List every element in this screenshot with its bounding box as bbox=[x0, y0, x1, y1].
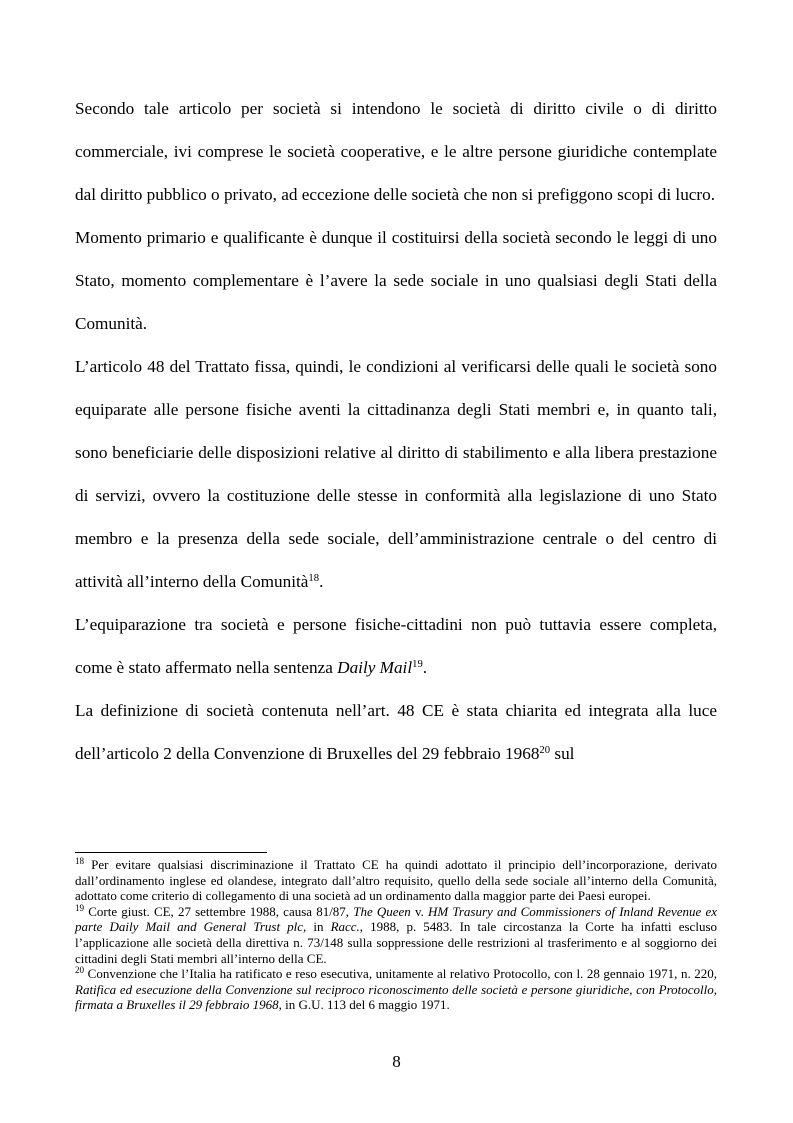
footnote-20-text-b: , in G.U. 113 del 6 maggio 1971. bbox=[278, 997, 450, 1013]
main-body-text bbox=[75, 87, 717, 775]
footnote-19-text-d: , 1988, p. 5483. In tale circostanza la Corte ha infatti escluso l’applicazione alle società della direttiva n. 73/148 sulla soppressione delle restrizioni al trasferimento e al soggiorno dei cittadini degli Stati membri all’interno della CE. bbox=[75, 919, 717, 966]
footnote-19 bbox=[75, 904, 717, 966]
footnote-20-number: 20 bbox=[75, 965, 85, 976]
page-number: 8 bbox=[392, 1052, 401, 1071]
paragraph-3 bbox=[75, 345, 717, 603]
footnote-20-text-a: Convenzione che l’Italia ha ratificato e reso esecutiva, unitamente al relativo Protocollo, con l. 28 gennaio 1971, n. 220, bbox=[84, 966, 717, 982]
footnote-20-italic: Ratifica ed esecuzione della Convenzione sul reciproco riconoscimento delle società e persone giuridiche, con Protocollo, firmata a Bruxelles il 29 febbraio 1968 bbox=[75, 981, 717, 1013]
footnote-18 bbox=[75, 857, 717, 904]
footnote-19-italic-2: HM Trasury and Commissioners of Inland Revenue ex parte Daily Mail and General Trust plc bbox=[75, 903, 717, 935]
footnote-ref-20[interactable]: 20 bbox=[539, 745, 551, 757]
paragraph-3-text: L’articolo 48 del Trattato fissa, quindi, le condizioni al verificarsi delle quali le società sono equiparate alle persone fisiche aventi la cittadinanza degli Stati membri e, in quanto tali, sono beneficiarie delle disposizioni relative al diritto di stabilimento e alla libera prestazione di servizi, ovvero la costituzione delle stesse in conformità alla legislazione di uno Stato membro e la presenza della sede sociale, dell’amministrazione centrale o del centro di attività all’interno della Comunità bbox=[75, 357, 717, 591]
footnote-18-text: Per evitare qualsiasi discriminazione il Trattato CE ha quindi adottato il principio dell’incorporazione, derivato dall’ordinamento inglese ed olandese, integrato dall’altro requisito, quello della sede sociale all’interno della Comunità, adottato come criterio di collegamento di una società ad un ordinamento dalla maggior parte dei Paesi europei. bbox=[75, 857, 717, 904]
paragraph-5-text: La definizione di società contenuta nell’art. 48 CE è stata chiarita ed integrata alla luce dell’articolo 2 della Convenzione di Bruxelles del 29 febbraio 1968 bbox=[75, 701, 717, 763]
footnote-ref-18[interactable]: 18 bbox=[308, 573, 320, 585]
paragraph-5-end: sul bbox=[550, 744, 575, 763]
paragraph-1-text: Secondo tale articolo per società si intendono le società di diritto civile o di diritto commerciale, ivi comprese le società cooperative, e le altre persone giuridiche contemplate dal diritto pubblico o privato, ad eccezione delle società che non si prefiggono scopi di lucro. bbox=[75, 99, 717, 204]
paragraph-4-end: . bbox=[422, 658, 428, 677]
paragraph-4-case-name: Daily Mail bbox=[337, 658, 413, 677]
footnote-separator bbox=[75, 852, 267, 853]
footnote-ref-19[interactable]: 19 bbox=[412, 659, 423, 671]
footnote-19-text-a: Corte giust. CE, 27 settembre 1988, causa 81/87, bbox=[84, 903, 354, 919]
footnote-19-text-b: v. bbox=[410, 903, 428, 919]
footnote-20 bbox=[75, 966, 717, 1013]
footnotes-section bbox=[75, 857, 717, 1013]
paragraph-4-text: L’equiparazione tra società e persone fisiche-cittadini non può tuttavia essere completa, come è stato affermato nella sentenza bbox=[75, 615, 717, 677]
paragraph-2 bbox=[75, 216, 717, 345]
footnote-19-italic-1: The Queen bbox=[353, 903, 411, 919]
paragraph-1 bbox=[75, 87, 717, 216]
footnote-19-number: 19 bbox=[75, 902, 85, 913]
paragraph-2-text: Momento primario e qualificante è dunque il costituirsi della società secondo le leggi di uno Stato, momento complementare è l’avere la sede sociale in uno qualsiasi degli Stati della Comunità. bbox=[75, 228, 717, 333]
footnote-19-italic-3: Racc. bbox=[330, 919, 360, 935]
footnote-19-text-c: , in bbox=[303, 919, 331, 935]
paragraph-5 bbox=[75, 689, 717, 775]
paragraph-4 bbox=[75, 603, 717, 689]
footnote-18-number: 18 bbox=[75, 856, 85, 866]
paragraph-3-end: . bbox=[319, 572, 324, 591]
